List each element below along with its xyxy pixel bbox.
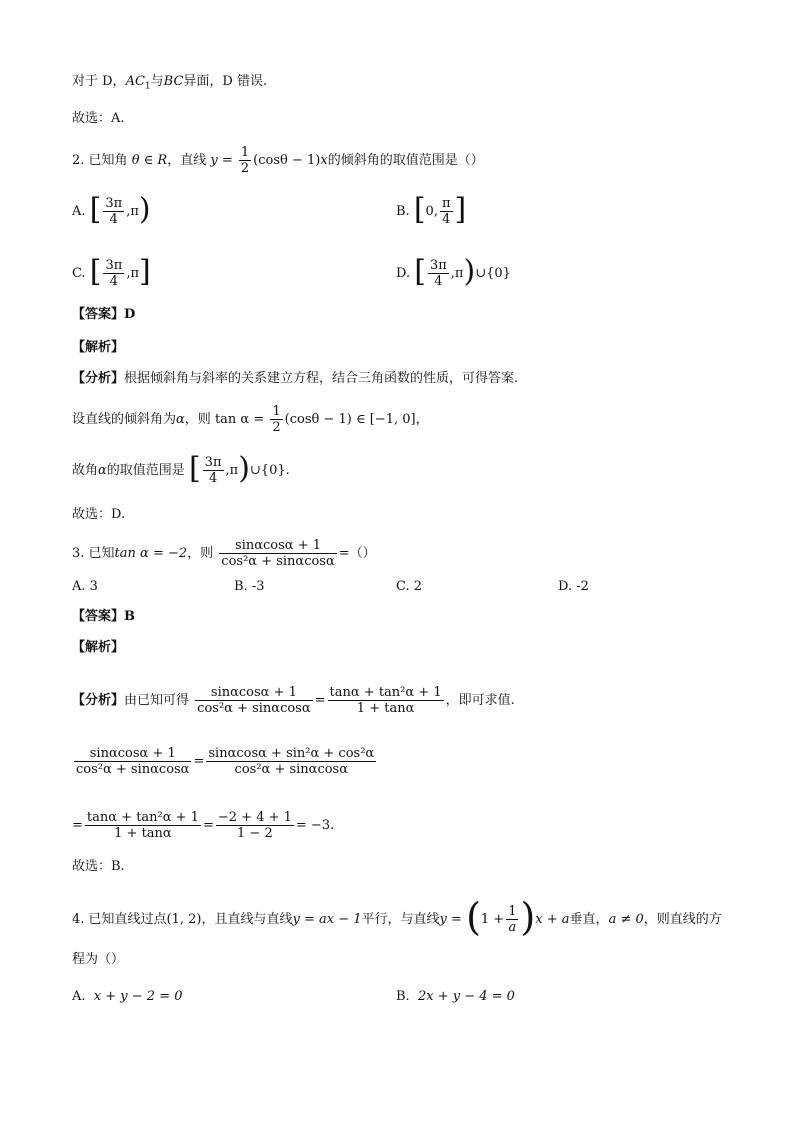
fraction: $\frac{\text{sinαcosα + sin²α + cos²α}}{\text{cos²α + sinαcosα}}$ [208, 746, 375, 777]
solution-line-1: 设直线的倾斜角为α，则 tan α = $\frac{1}{2}$ (cosθ − 1) ∈ [−1, 0]， [72, 404, 429, 435]
fraction: $\frac{1}{2}$ [240, 145, 250, 176]
math-ac: AC [125, 74, 145, 89]
option-a[interactable]: A. 3 [72, 579, 98, 594]
jiexi-2: 【解析】 [72, 340, 125, 355]
math-sub: 1 [144, 81, 151, 92]
fraction: $\frac{3\pi}{4}$ [429, 258, 447, 289]
text: ，直线 [167, 153, 207, 168]
fraction: $\frac{3\pi}{4}$ [105, 196, 123, 227]
math-theta: θ ∈ R [131, 153, 168, 168]
option-b[interactable]: B. -3 [234, 579, 265, 594]
fraction: $\frac{\pi}{4}$ [441, 196, 451, 227]
fraction: $\frac{\sin\alpha\cos\alpha + 1}{\text{cos²α + sinαcosα}}$ [76, 746, 190, 777]
option-b[interactable]: B. 2x + y − 4 = 0 [396, 989, 515, 1004]
fraction: $\frac{\sin\alpha\cos\alpha + 1}{\text{cos²α + sinαcosα}}$ [221, 538, 335, 569]
math-paren: (cosθ − 1) [253, 153, 321, 168]
option-b[interactable]: B. [0, $\frac{\pi}{4}$ ] [396, 191, 467, 227]
question-3-stem: 3. 已知tan α = −2，则 $\frac{\sin\alpha\cos\alpha + 1}{\text{cos²α + sinαcosα}}$ =（） [72, 538, 376, 569]
answer-3: 【答案】B [72, 609, 135, 624]
jiexi-3: 【解析】 [72, 640, 125, 655]
question-4-stem-cont: 程为（） [72, 952, 125, 967]
choose-3: 故选：B. [72, 859, 125, 874]
fraction: $\frac{1}{a}$ [508, 904, 517, 935]
fraction: $\frac{3\pi}{4}$ [105, 258, 123, 289]
answer-2: 【答案】D [72, 307, 136, 322]
equation-line-2: = $\frac{\text{tanα + tan²α + 1}}{1 + \tan\alpha}$ = $\frac{-2 + 4 + 1}{1 - 2}$ = −3. [72, 810, 335, 841]
fenxi-3: 【分析】由已知可得 $\frac{\sin\alpha\cos\alpha + 1}{\text{cos²α + sinαcosα}}$ = $\frac{\text{tanα + tan²α + 1}}{1 + \tan\alpha}$ ，即可求值. [72, 685, 515, 716]
option-c[interactable]: C. [ $\frac{3\pi}{4}$ ,π] [72, 253, 151, 289]
choose-line: 故选：A. [72, 111, 125, 126]
option-d[interactable]: D. -2 [558, 579, 589, 594]
fraction: $\frac{\text{tanα + tan²α + 1}}{1 + \tan\alpha}$ [329, 685, 442, 716]
text-line [72, 73, 267, 96]
text: 与 [150, 74, 164, 89]
math-x: x [320, 153, 328, 168]
fraction: $\frac{\sin\alpha\cos\alpha + 1}{\text{cos²α + sinαcosα}}$ [197, 685, 311, 716]
text: 对于 D， [72, 74, 126, 89]
fenxi-2: 【分析】根据倾斜角与斜率的关系建立方程，结合三角函数的性质，可得答案. [72, 371, 519, 386]
option-c[interactable]: C. 2 [396, 579, 423, 594]
equation-line-1: $\frac{\sin\alpha\cos\alpha + 1}{\text{cos²α + sinαcosα}}$ = $\frac{\text{sinαcosα + sin²α + cos²α}}{\text{cos²α + sinαcosα}}$ [76, 746, 375, 777]
fraction: $\frac{3\pi}{4}$ [204, 455, 222, 486]
text: 异面，D 错误. [183, 74, 268, 89]
math-y: y = [210, 153, 233, 168]
text: 2. 已知角 [72, 153, 128, 168]
fraction: $\frac{1}{2}$ [272, 404, 281, 435]
option-a[interactable]: A. x + y − 2 = 0 [72, 989, 183, 1004]
option-d[interactable]: D. [ $\frac{3\pi}{4}$ ,π)∪{0} [396, 253, 511, 289]
fraction: $\frac{\text{tanα + tan²α + 1}}{1 + \tan\alpha}$ [86, 810, 199, 841]
question-2-stem [72, 145, 484, 176]
fraction: $\frac{-2 + 4 + 1}{1 - 2}$ [217, 810, 292, 841]
question-4-stem: 4. 已知直线过点(1, 2)，且直线与直线y = ax − 1平行，与直线y = (1 + $\frac{1}{a}$ )x + a垂直，a ≠ 0，则直线的方 [72, 894, 722, 939]
text: 的倾斜角的取值范围是（） [327, 153, 484, 168]
choose-2: 故选：D. [72, 507, 126, 522]
option-a[interactable]: A. [ $\frac{3\pi}{4}$ ,π) [72, 191, 151, 227]
math-bc: BC [163, 74, 184, 89]
solution-line-2: 故角α的取值范围是 [ $\frac{3\pi}{4}$ ,π)∪{0}. [72, 450, 290, 486]
